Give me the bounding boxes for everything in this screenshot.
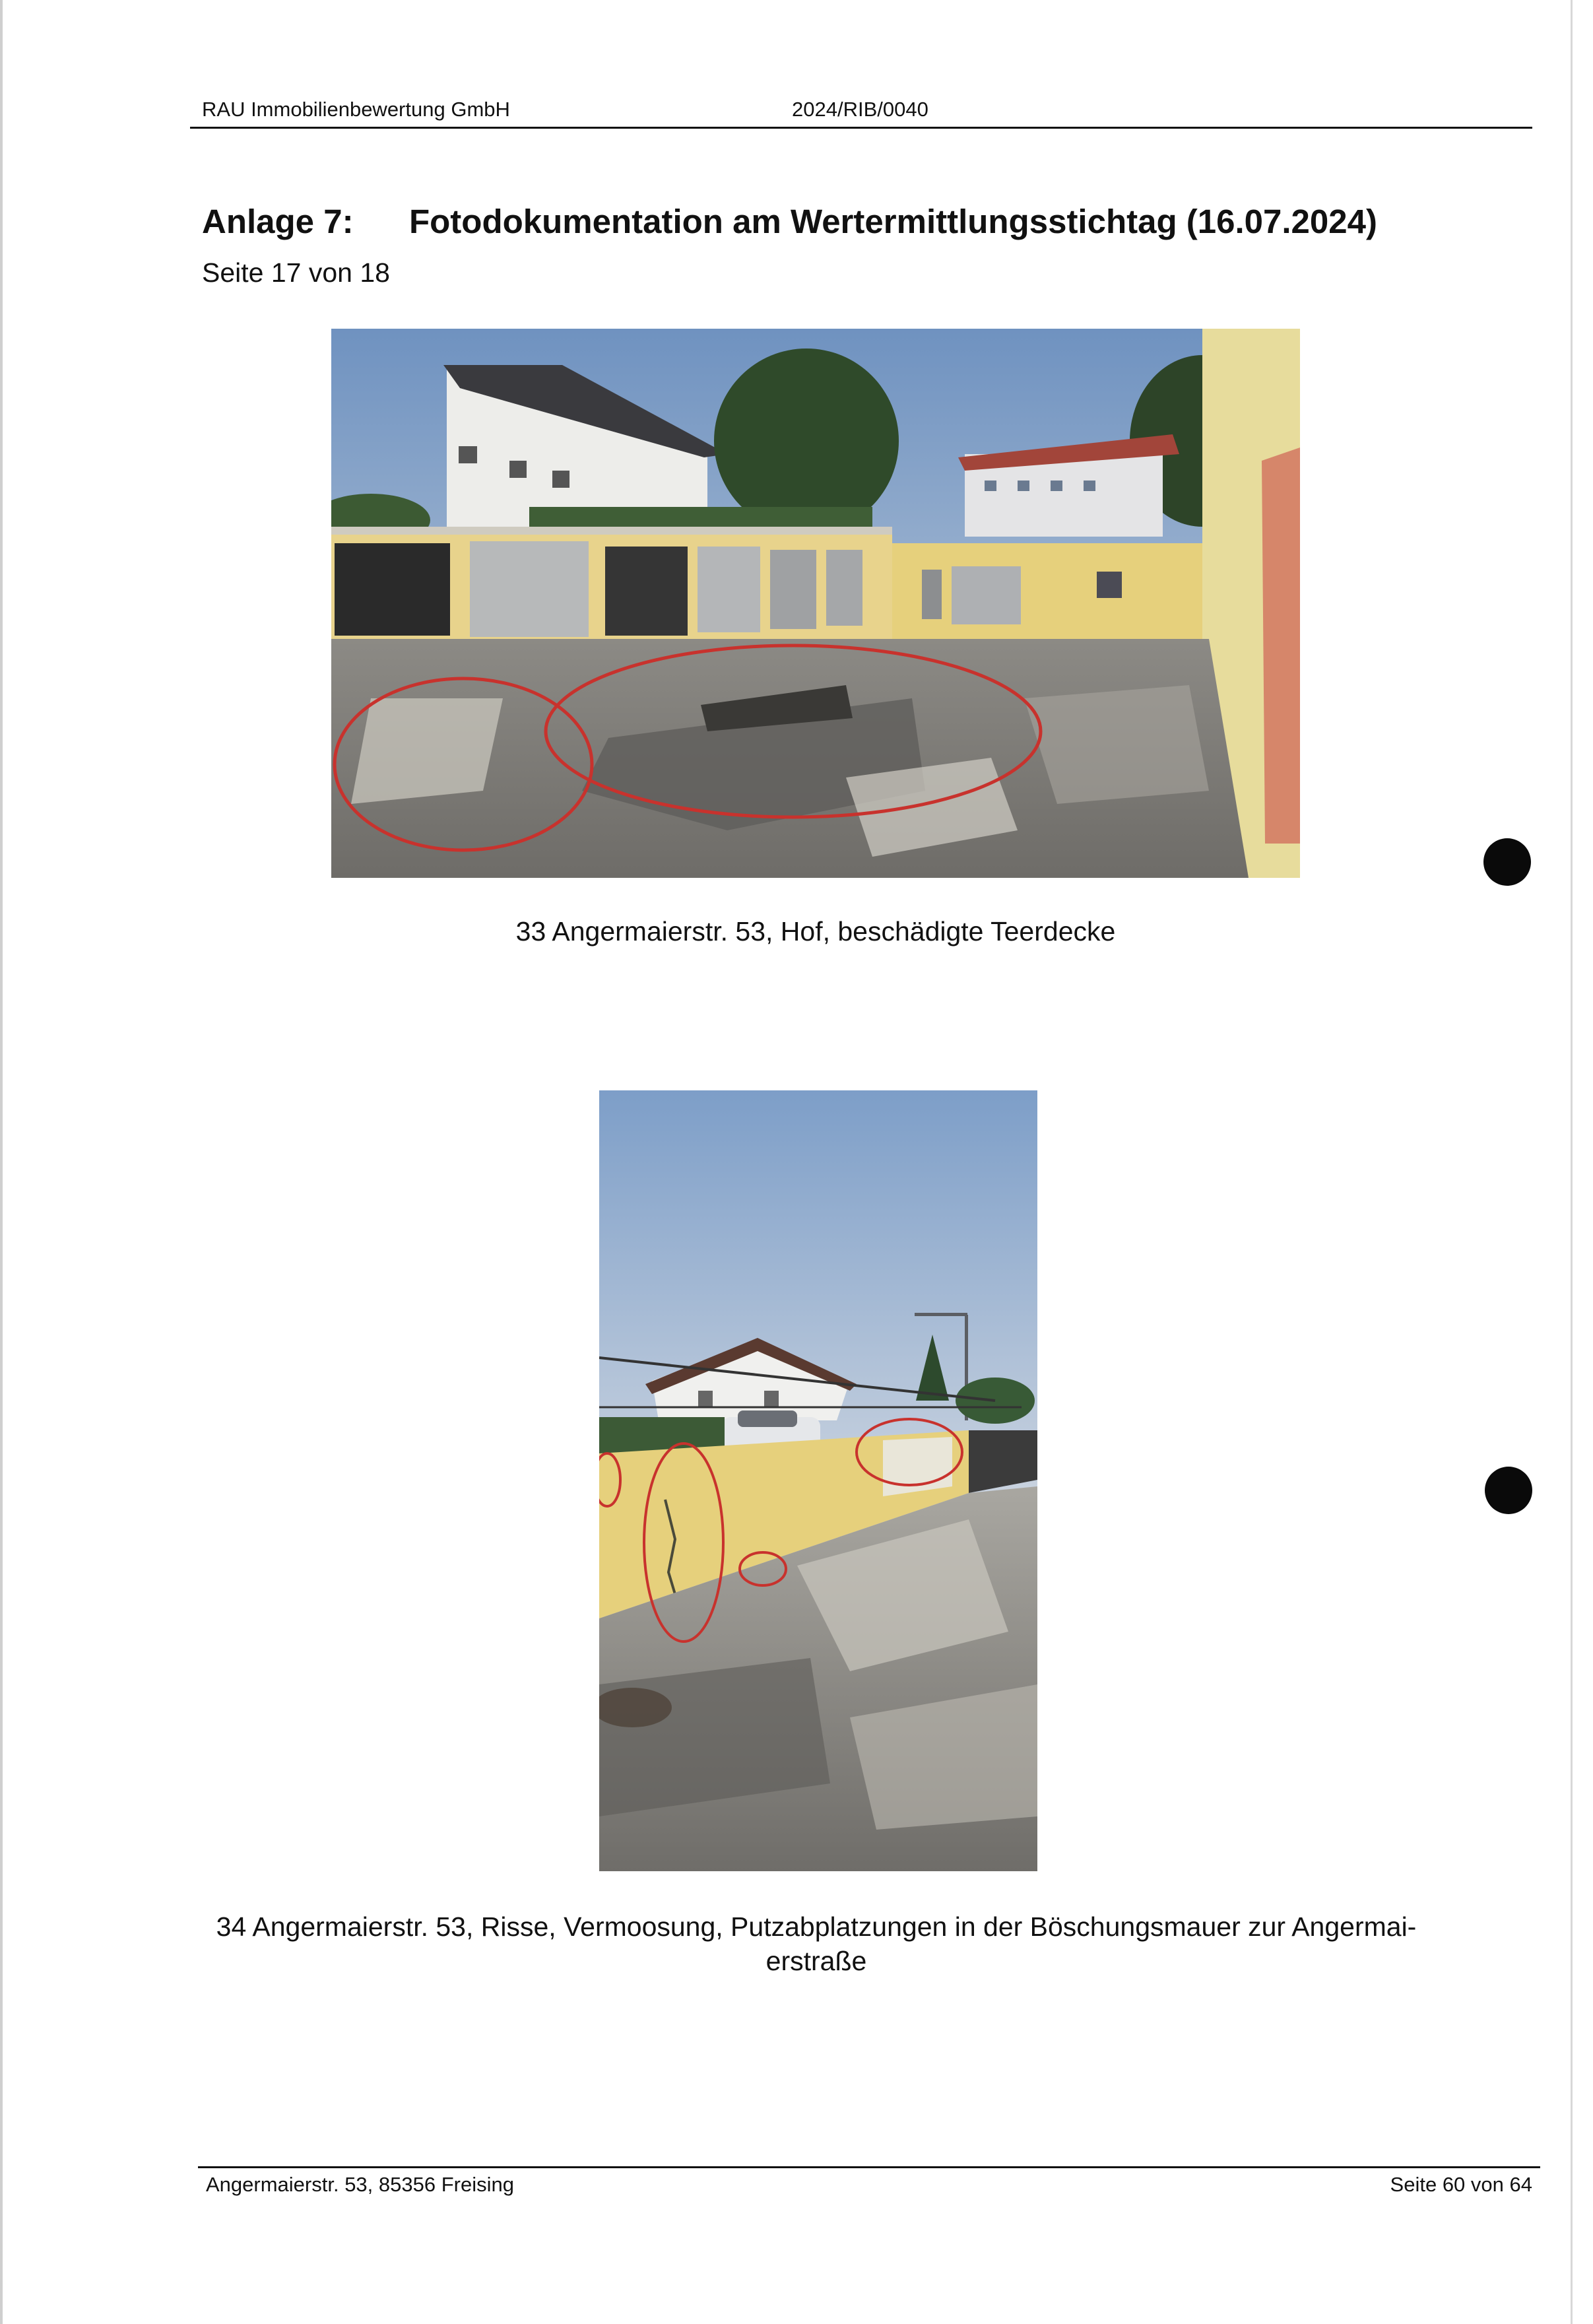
photo-courtyard-image (331, 329, 1300, 878)
header-rule (190, 127, 1532, 129)
binder-hole (1485, 1467, 1532, 1514)
section-subpage: Seite 17 von 18 (202, 257, 390, 288)
footer-address: Angermaierstr. 53, 85356 Freising (206, 2173, 514, 2196)
photo-retaining-wall-image (599, 1090, 1037, 1871)
binder-hole (1483, 838, 1531, 886)
page-header (190, 98, 1532, 127)
footer-page-number: Seite 60 von 64 (1390, 2173, 1532, 2196)
section-heading: Fotodokumentation am Wertermittlungsstichtag (16.07.2024) (409, 203, 1377, 240)
header-reference: 2024/RIB/0040 (792, 98, 928, 121)
photo-retaining-wall (599, 1090, 1037, 1871)
footer-rule (198, 2166, 1540, 2168)
page-footer (198, 2166, 1540, 2195)
photo-caption: 34 Angermaierstr. 53, Risse, Vermoosung, Putzabplatzungen in der Böschungsmauer zur Angermai-erstraße (216, 1911, 1417, 1976)
header-company: RAU Immobilienbewertung GmbH (202, 98, 510, 121)
scan-edge-left (0, 0, 3, 2324)
photo-caption: 33 Angermaierstr. 53, Hof, beschädigte Teerdecke (515, 916, 1116, 946)
section-label: Anlage 7: (202, 203, 354, 240)
photo-courtyard (331, 329, 1300, 878)
scan-edge-right (1571, 0, 1573, 2324)
